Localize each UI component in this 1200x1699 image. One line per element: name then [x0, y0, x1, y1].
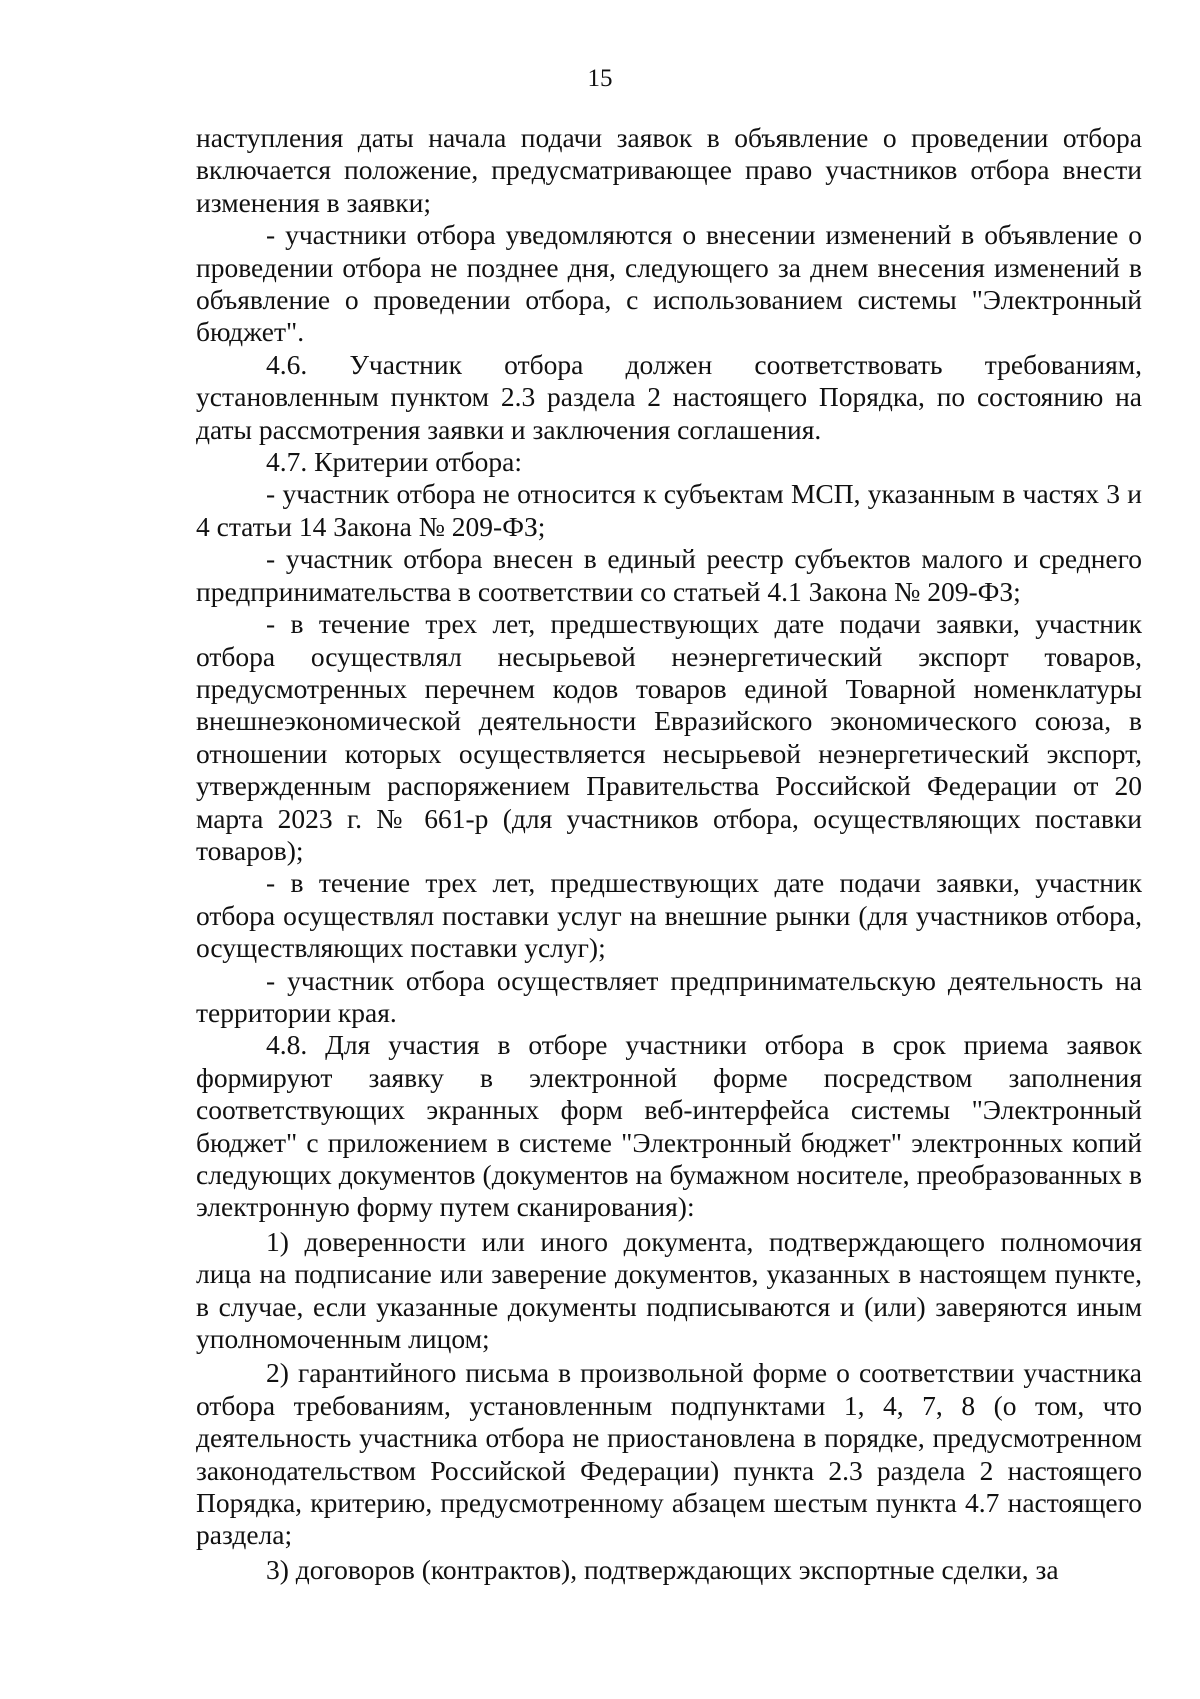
- paragraph-4-8: 4.8. Для участия в отборе участники отбора в срок приема заявок формируют заявку в электронной форме посредством заполнения соответствующих экранных форм веб-интерфейса системы "Электронный бюджет" с приложением в системе "Электронный бюджет" электронных копий следующих документов (документов на бумажном носителе, преобразованных в электронную форму путем сканирования):: [196, 1029, 1142, 1223]
- criterion-goods-export: - в течение трех лет, предшествующих дате подачи заявки, участник отбора осуществлял несырьевой неэнергетический экспорт товаров, предусмотренных перечнем кодов товаров единой Товарной номенклатуры внешнеэкономической деятельности Евразийского экономического союза, в отношении которых осуществляется несырьевой неэнергетический экспорт, утвержденным распоряжением Правительства Российской Федерации от 20 марта 2023 г. № 661-р (для участников отбора, осуществляющих поставки товаров);: [196, 608, 1142, 866]
- paragraph-notification: - участники отбора уведомляются о внесении изменений в объявление о проведении отбора не позднее дня, следующего за днем внесения изменений в объявление о проведении отбора, с использованием системы "Электронный бюджет".: [196, 219, 1142, 348]
- paragraph-continuation: наступления даты начала подачи заявок в объявление о проведении отбора включается положение, предусматривающее право участников отбора внести изменения в заявки;: [196, 122, 1142, 218]
- document-body: [196, 122, 1142, 1586]
- paragraph-4-7-heading: 4.7. Критерии отбора:: [266, 446, 522, 478]
- list-item-3: 3) договоров (контрактов), подтверждающих экспортные сделки, за: [266, 1553, 1059, 1585]
- list-item-2: 2) гарантийного письма в произвольной форме о соответствии участника отбора требованиям, установленным подпунктами 1, 4, 7, 8 (о том, что деятельность участника отбора не приостановлена в порядке, предусмотренном законодательством Российской Федерации) пункта 2.3 раздела 2 настоящего Порядка, критерию, предусмотренному абзацем шестым пункта 4.7 настоящего раздела;: [196, 1357, 1142, 1551]
- page-number: 15: [587, 65, 613, 92]
- criterion-msp: - участник отбора не относится к субъектам МСП, указанным в частях 3 и 4 статьи 14 Закона № 209-ФЗ;: [196, 478, 1142, 542]
- list-item-1: 1) доверенности или иного документа, подтверждающего полномочия лица на подписание или заверение документов, указанных в настоящем пункте, в случае, если указанные документы подписываются и (или) заверяются иным уполномоченным лицом;: [196, 1225, 1142, 1355]
- criterion-registry: - участник отбора внесен в единый реестр субъектов малого и среднего предпринимательства в соответствии со статьей 4.1 Закона № 209-ФЗ;: [196, 543, 1142, 607]
- criterion-territory: - участник отбора осуществляет предпринимательскую деятельность на территории края.: [196, 964, 1142, 1028]
- paragraph-4-6: 4.6. Участник отбора должен соответствовать требованиям, установленным пунктом 2.3 раздела 2 настоящего Порядка, по состоянию на даты рассмотрения заявки и заключения соглашения.: [196, 348, 1142, 445]
- criterion-services-export: - в течение трех лет, предшествующих дате подачи заявки, участник отбора осуществлял поставки услуг на внешние рынки (для участников отбора, осуществляющих поставки услуг);: [196, 867, 1142, 964]
